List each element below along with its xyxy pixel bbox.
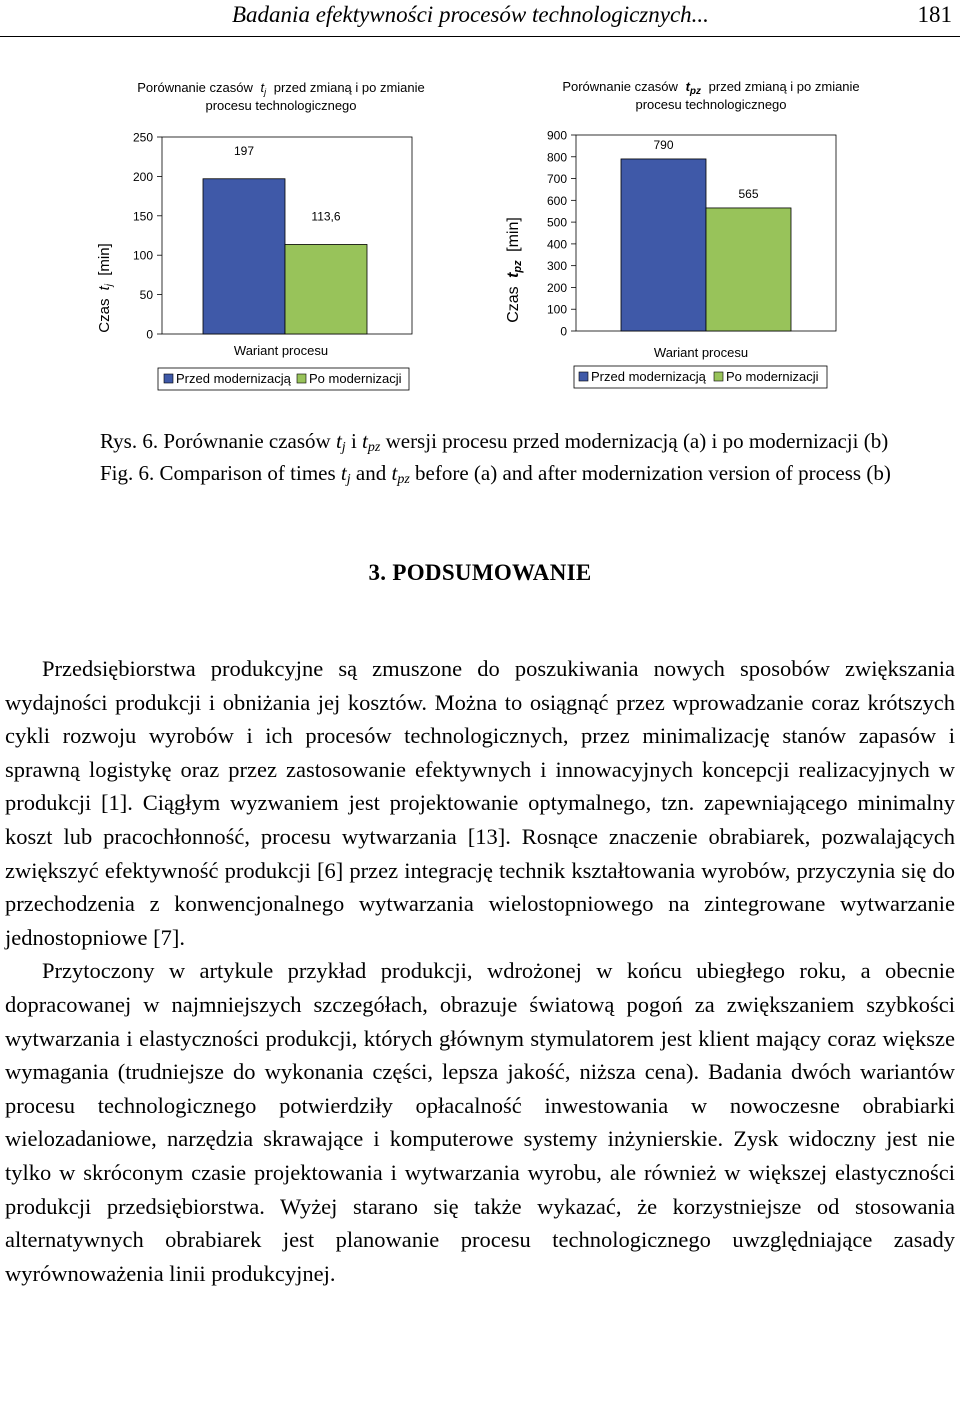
y-tick-label: 0 [146,327,153,342]
legend-label-before: Przed modernizacją [591,369,706,384]
y-tick-label: 0 [560,324,567,339]
chart-tj-svg [80,70,450,400]
y-tick-label: 400 [546,237,567,252]
legend [574,366,827,388]
y-tick-label: 800 [546,150,567,165]
y-tick-label: 500 [546,215,567,230]
legend-swatch-before [579,372,588,381]
bar-after [285,244,367,334]
chart-title-line1: Porównanie czasów $t_{pz}$ przed zmianą i po zmianie [562,79,860,97]
chart-title-line2: procesu technologicznego [635,97,787,112]
bar-value-label: 565 [738,186,759,201]
bar-before [621,159,706,331]
paragraph: Przedsiębiorstwa produkcyjne są zmuszone do poszukiwania nowych sposobów zwiększania wydajności produkcji i obniżania jej kosztów. Można to osiągnąć przez wprowadzanie coraz krótszych cykli rozwoju wyrobów i ich procesów technologicznych, przez minimalizację stanów zapasów i sprawną logistykę oraz przez zastosowanie efektywnych i innowacyjnych koncepcji realizacyjnych w produkcji [1]. Ciągłym wyzwaniem jest projektowanie optymalnego, tzn. zapewniającego minimalny koszt lub pracochłonność, procesu wytwarzania [13]. Rosnące znaczenie obrabiarek, pozwalających zwiększyć efektywność produkcji [6] przez integrację technik kształtowania wyrobów, przyczynia się do przechodzenia z konwencjonalnego wytwarzania wielostopniowego na zintegrowane wytwarzanie jednostopniowe [7]. [5,656,955,950]
chart-tpz-svg [490,70,890,400]
plot-area [547,129,836,339]
legend [158,368,409,390]
y-axis-label: Czas tpz [min] [505,217,524,323]
running-header [0,0,960,40]
bar-after [706,208,791,331]
chart-title-line2: procesu technologicznego [205,98,357,113]
legend-swatch-after [714,372,723,381]
y-tick-label: 200 [546,280,567,295]
bar-value-label: 113,6 [311,209,341,224]
bar-before [203,179,285,334]
legend-swatch-after [297,374,306,383]
chart-title-line1: Porównanie czasów $t_j$ przed zmianą i po zmianie [137,80,425,97]
header-rule [0,36,960,37]
page-number: 181 [917,2,952,27]
y-tick-label: 100 [546,302,567,317]
y-axis-label: Czas $t_j$ [min] [96,243,115,333]
running-title: Badania efektywności procesów technologicznych... [232,2,709,27]
paragraph: Przytoczony w artykule przykład produkcji, wdrożonej w końcu ubiegłego roku, a obecnie dopracowanej w najmniejszych szczegółach, obrazuje światową pogoń za zwiększaniem szybkości wytwarzania i elastyczności produkcji, których głównym stymulatorem jest klient mający coraz większe wymagania (trudniejsze do wykonania części, lepsza jakość, niższa cena). Badania dwóch wariantów procesu technologicznego potwierdziły opłacalność inwestowania w nowoczesne obrabiarki wielozadaniowe, narzędzia skrawające i komputerowe systemy inżynierskie. Zysk widoczny jest nie tylko w skróconym czasie projektowania i wytwarzania wyrobu, ale również w większej elastyczności produkcji przedsiębiorstwa. Wyżej starano się także wykazać, że korzystniejsze od stosowania alternatywnych obrabiarek jest planowanie procesu technologicznego uwzględniające zasady wyrównoważenia linii produkcyjnej. [5,958,955,1286]
y-tick-label: 50 [139,288,153,303]
legend-swatch-before [164,374,173,383]
x-axis-label: Wariant procesu [233,343,329,358]
y-tick-label: 600 [546,193,567,208]
y-tick-label: 150 [132,209,153,224]
y-tick-label: 250 [132,130,153,145]
bar-value-label: 197 [233,143,255,158]
figure-caption-en: Fig. 6. Comparison of times $t_j$ and $t_{pz}$ before (a) and after modernization version of process (b) [100,461,891,487]
y-tick-label: 700 [546,172,567,187]
chart-tpz [490,70,890,400]
bar-value-label: 790 [653,137,674,152]
section-body [5,652,955,1290]
y-tick-label: 200 [132,169,153,184]
chart-tj [80,70,450,400]
y-tick-label: 100 [132,248,153,263]
plot-area [133,131,412,342]
figure-caption-pl: Rys. 6. Porównanie czasów $t_j$ i $t_{pz}$ wersji procesu przed modernizacją (a) i po modernizacji (b) [100,429,889,455]
y-tick-label: 900 [546,128,567,143]
legend-label-before: Przed modernizacją [176,371,291,386]
section-heading: 3. PODSUMOWANIE [368,560,592,585]
legend-label-after: Po modernizacji [726,369,819,384]
x-axis-label: Wariant procesu [653,345,749,360]
legend-label-after: Po modernizacji [309,371,402,386]
y-tick-label: 300 [546,259,567,274]
